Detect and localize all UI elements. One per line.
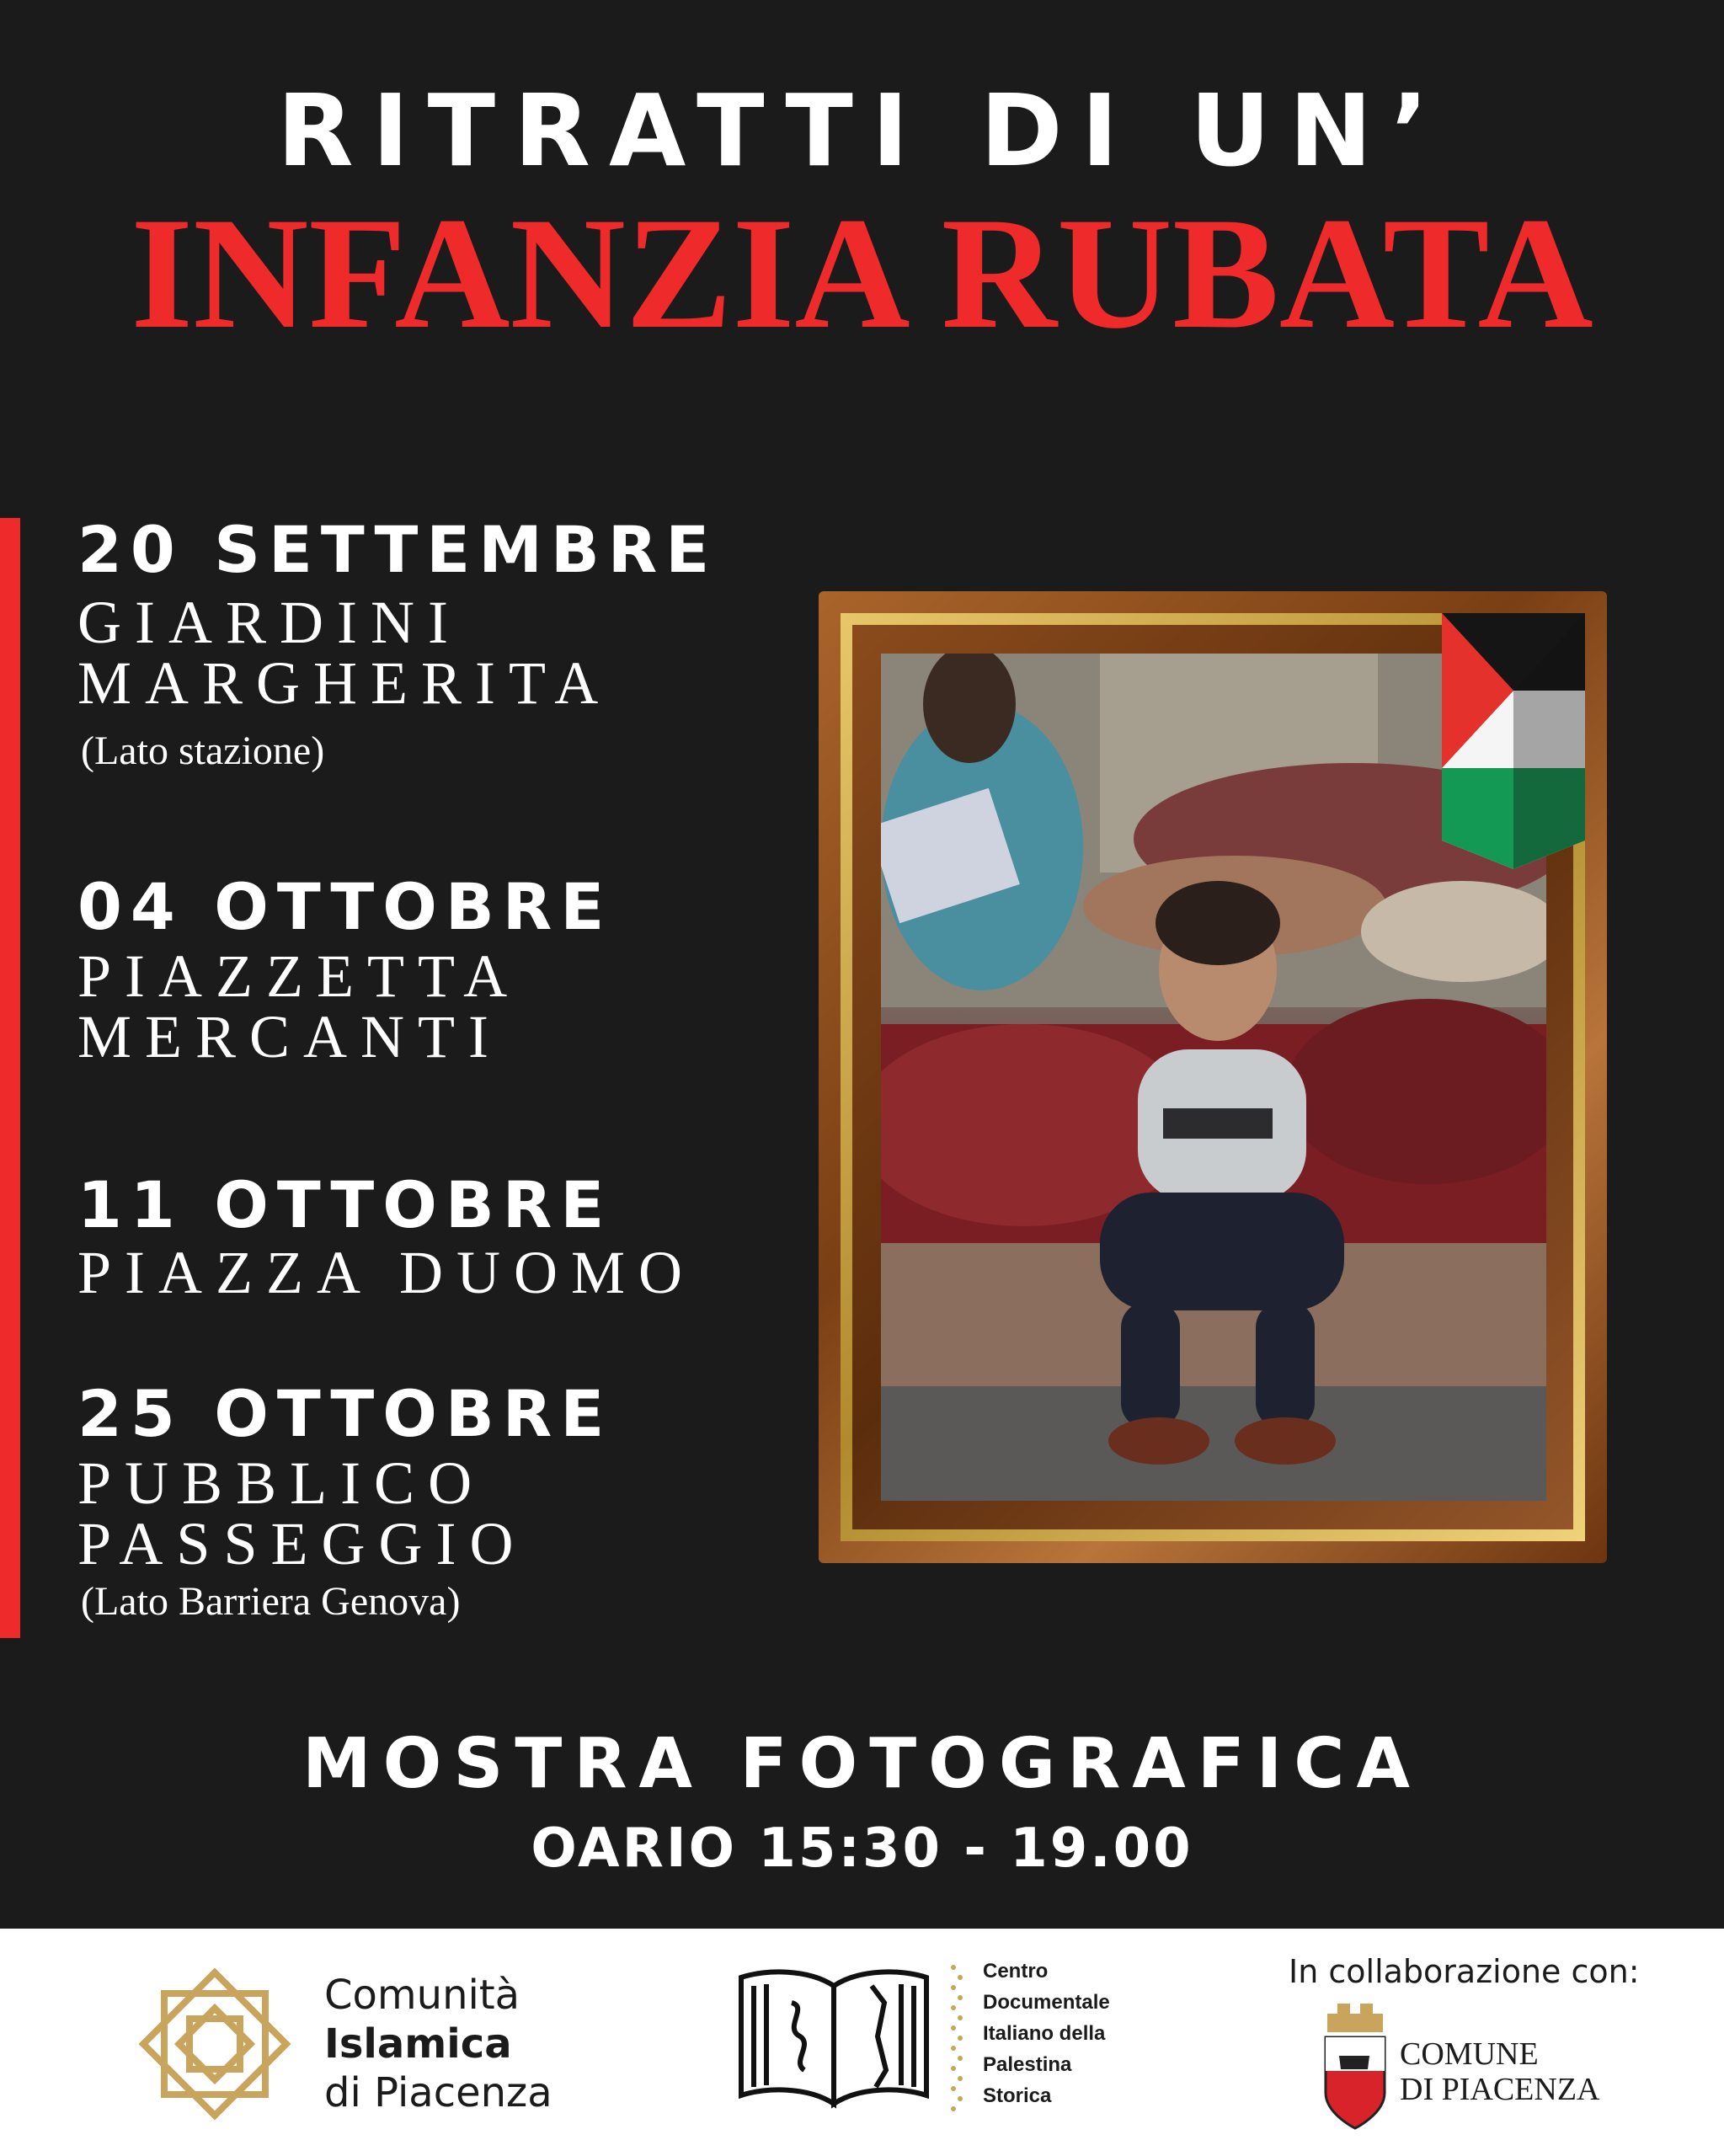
palestine-flag-icon (1442, 613, 1585, 869)
dotted-divider (948, 1959, 965, 2119)
event-note: (Lato stazione) (81, 728, 325, 773)
event-place: PASSEGGIO (77, 1510, 527, 1577)
title-line-1: RITRATTI DI UN’ (276, 72, 1448, 189)
event-place: PIAZZETTA (77, 942, 521, 1010)
open-book-logo-icon (733, 1961, 935, 2112)
event-place: MERCANTI (77, 1003, 502, 1070)
event-date: 04 OTTOBRE (77, 869, 613, 944)
event-place: PIAZZA DUOMO (77, 1239, 697, 1306)
org1-line2: Islamica (324, 2020, 512, 2068)
event-place: PUBBLICO (77, 1449, 486, 1517)
event-note: (Lato Barriera Genova) (81, 1579, 461, 1624)
org3-line1: COMUNE (1400, 2036, 1539, 2072)
org2-line: Palestina (983, 2053, 1072, 2076)
piacenza-coat-of-arms-icon (1321, 2000, 1390, 2135)
event-date: 25 OTTOBRE (77, 1376, 613, 1451)
accent-bar (0, 518, 20, 1638)
exhibition-label: MOSTRA FOTOGRAFICA (302, 1724, 1422, 1804)
title-line-2: INFANZIA RUBATA (131, 185, 1593, 362)
collaboration-label: In collaborazione con: (1289, 1953, 1640, 1990)
org2-line: Italiano della (983, 2022, 1106, 2045)
org2-line: Centro (983, 1960, 1049, 1983)
event-place: MARGHERITA (77, 649, 612, 717)
org-comune-piacenza (1400, 2036, 1599, 2107)
org1-line1: Comunità (324, 1972, 520, 2019)
org-centro-documentale (983, 1956, 1110, 2111)
org2-line: Documentale (983, 1991, 1110, 2014)
event-date: 20 SETTEMBRE (77, 512, 718, 587)
org2-line: Storica (983, 2084, 1052, 2107)
event-place: GIARDINI (77, 589, 462, 656)
exhibition-hours: OARIO 15:30 - 19.00 (531, 1817, 1193, 1880)
islamic-star-logo-icon (126, 1956, 303, 2132)
event-date: 11 OTTOBRE (77, 1167, 613, 1242)
org3-line2: DI PIACENZA (1400, 2072, 1600, 2107)
org1-line3: di Piacenza (324, 2069, 552, 2116)
org-islamic-community (324, 1971, 552, 2117)
